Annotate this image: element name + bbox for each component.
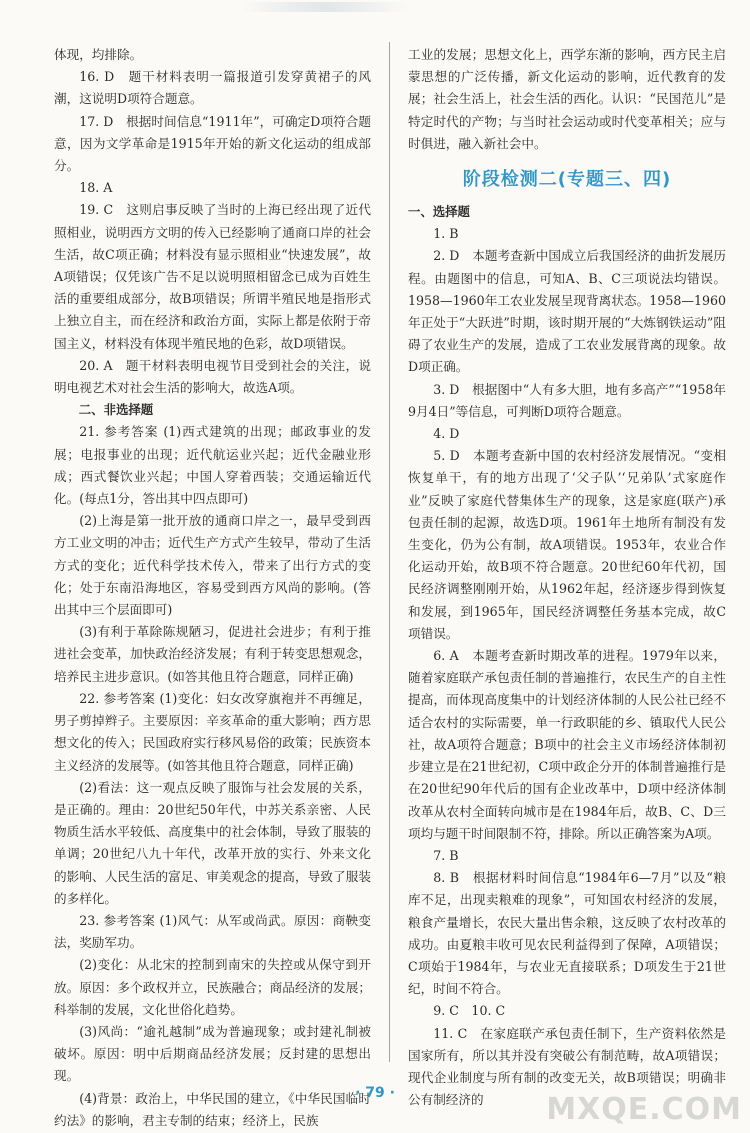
answer-paragraph: (4)背景：政治上，中华民国的建立，《中华民国临时约法》的影响，君主专制的结束；经济上，民族 — [54, 1090, 371, 1128]
answer-paragraph: (2)变化：从北宋的控制到南宋的失控或从保守到开放。原因：多个政权并立，民族融合；商品经济的发展；科举制的发展，文化世俗化趋势。 — [54, 957, 371, 1017]
answer-paragraph: 19. C 这则启事反映了当时的上海已经出现了近代照相业，说明西方文明的传入已经影响了通商口岸的社会生活，故C项正确；材料没有显示照相业“快速发展”，故A项错误；仅凭该广告不足以说明照相留念已成为百姓生活的重要组成部分，故B项错误；所谓半殖民地是指形式上独立自主，而在经济和政治方面，实际上都是依附于帝国主义，材料没有体现半殖民地的色彩，故D项错误。 — [54, 202, 371, 351]
column-divider — [389, 42, 390, 1062]
answer-paragraph: 20. A 题干材料表明电视节目受到社会的关注，说明电视艺术对社会生活的影响大，故选A项。 — [54, 357, 371, 396]
right-column — [408, 44, 726, 1111]
answer-paragraph: (2)上海是第一批开放的通商口岸之一，最早受到西方工业文明的冲击；近代生产方式产生较早，带动了生活方式的变化；近代科学技术传入，带来了出行方式的变化；处于东南沿海地区，容易受到西方风尚的影响。(答出其中三个层面即可) — [54, 513, 371, 618]
left-column — [54, 44, 371, 1132]
answer-paragraph: 16. D 题干材料表明一篇报道引发穿黄裙子的风潮，这说明D项符合题意。 — [54, 69, 371, 107]
answer-paragraph: 11. C 在家庭联产承包责任制下，生产资料依然是国家所有，所以其并没有突破公有制范畴，故A项错误；现代企业制度与所有制的改变无关，故B项错误；明确非公有制经济的 — [408, 1025, 726, 1108]
answer-paragraph: 工业的发展；思想文化上，西学东渐的影响，西方民主启蒙思想的广泛传播，新文化运动的影响，近代教育的发展；社会生活上，社会生活的西化。认识：“民国范儿”是特定时代的产物；与当时社会运动或时代变革相关；应与时俱进，融入新社会中。 — [408, 47, 726, 151]
right-column-top — [408, 44, 726, 155]
scan-smudge — [240, 2, 410, 12]
page-number: · 79 · — [355, 1085, 395, 1101]
answer-paragraph: (2)看法：这一观点反映了服饰与社会发展的关系，是正确的。理由：20世纪50年代，中苏关系亲密、人民物质生活水平较低、高度集中的社会体制，导致了服装的单调；20世纪八九十年代，改革开放的实行、外来文化的影响、人民生活的富足、审美观念的提高，导致了服装的多样化。 — [54, 779, 371, 906]
answer-paragraph: 2. D 本题考查新中国成立后我国经济的曲折发展历程。由题图中的信息，可知A、B、C三项说法均错误。1958—1960年工农业发展呈现背离状态。1958—1960年正处于“大跃进”时期，该时期开展的“大炼钢铁运动”阻碍了农业生产的发展，造成了工农业发展背离的现象。故D项正确。 — [408, 248, 726, 375]
answer-paragraph: (3)有利于革除陈规陋习，促进社会进步；有利于推进社会变革，加快政治经济发展；有利于转变思想观念，培养民主进步意识。(如答其他且符合题意，同样正确) — [54, 624, 371, 684]
answer-paragraph: 9. C 10. C — [433, 1003, 506, 1019]
section-title: 阶段检测二(专题三、四) — [462, 169, 672, 191]
answer-paragraph: 22. 参考答案 (1)变化：妇女改穿旗袍并不再缠足，男子剪掉辫子。主要原因：辛亥革命的重大影响；西方思想文化的传入；民国政府实行移风易俗的政策；民族资本主义经济的发展等。(如答其他且符合题意，同样正确) — [54, 690, 371, 773]
answer-paragraph: 6. A 本题考查新时期改革的进程。1979年以来，随着家庭联产承包责任制的普遍推行，农民生产的自主性提高，而体现高度集中的计划经济体制的人民公社已经不适合农村的实际需要，单一行政职能的乡、镇取代人民公社，故A项符合题意；B项中的社会主义市场经济体制初步建立是在21世纪初，C项中政企分开的体制普遍推行是在20世纪90年代后的国有企业改革中，D项中经济体制改革从农村全面转向城市是在1984年后，故B、C、D三项均与题干时间限制不符，排除。所以正确答案为A项。 — [408, 648, 726, 841]
answer-paragraph: 3. D 根据图中“人有多大胆，地有多高产”“1958年9月4日”等信息，可判断D项符合题意。 — [408, 381, 726, 419]
answer-paragraph: 体现，均排除。 — [54, 47, 143, 62]
watermark-logo: MXQE.COM — [546, 1092, 742, 1127]
answer-paragraph: 5. D 本题考查新中国的农村经济发展情况。“变相恢复单干，有的地方出现了‘父子队’‘兄弟队’式家庭作业”反映了家庭代替集体生产的现象，这是家庭(联产)承包责任制的起源，故选D项。1961年土地所有制没有发生变化，仍为公有制，故A项错误。1953年，农业合作化运动开始，故B项不符合题意。20世纪60年代初，国民经济调整刚刚开始，从1962年起，经济逐步得到恢复和发展，到1965年，国民经济调整任务基本完成，故C项错误。 — [408, 448, 726, 641]
section-heading: 一、选择题 — [408, 204, 470, 220]
answer-paragraph: 21. 参考答案 (1)西式建筑的出现；邮政事业的发展；电报事业的出现；近代航运业兴起；近代金融业形成；西式餐饮业兴起；中国人穿着西装；交通运输近代化。(每点1分，答出其中四点即可) — [54, 424, 371, 507]
answer-paragraph: 23. 参考答案 (1)风气：从军或尚武。原因：商鞅变法，奖励军功。 — [54, 912, 371, 951]
answer-paragraph: 18. A — [79, 180, 113, 196]
answer-paragraph: 8. B 根据材料时间信息“1984年6—7月”以及“粮库不足，出现卖粮难的现象”，可知国农村经济的发展，粮食产量增长，农民大量出售余粮，这反映了农村改革的成功。由夏粮丰收可见农民利益得到了保障，A项错误；C项始于1984年，与农业无直接联系；D项发生于21世纪，时间不符合。 — [408, 870, 726, 997]
section-heading: 二、非选择题 — [78, 402, 154, 418]
answer-paragraph: 17. D 根据时间信息“1911年”，可确定D项符合题意，因为文学革命是1915年开始的新文化运动的组成部分。 — [54, 113, 371, 174]
answer-paragraph: 7. B — [433, 847, 459, 863]
answer-paragraph: 1. B — [433, 226, 459, 242]
answer-paragraph: 4. D — [433, 426, 460, 442]
answer-paragraph: (3)风尚：“逾礼越制”成为普遍现象；或封建礼制被破坏。原因：明中后期商品经济发展；反封建的思想出现。 — [54, 1023, 371, 1084]
right-column-bottom — [408, 201, 726, 1111]
